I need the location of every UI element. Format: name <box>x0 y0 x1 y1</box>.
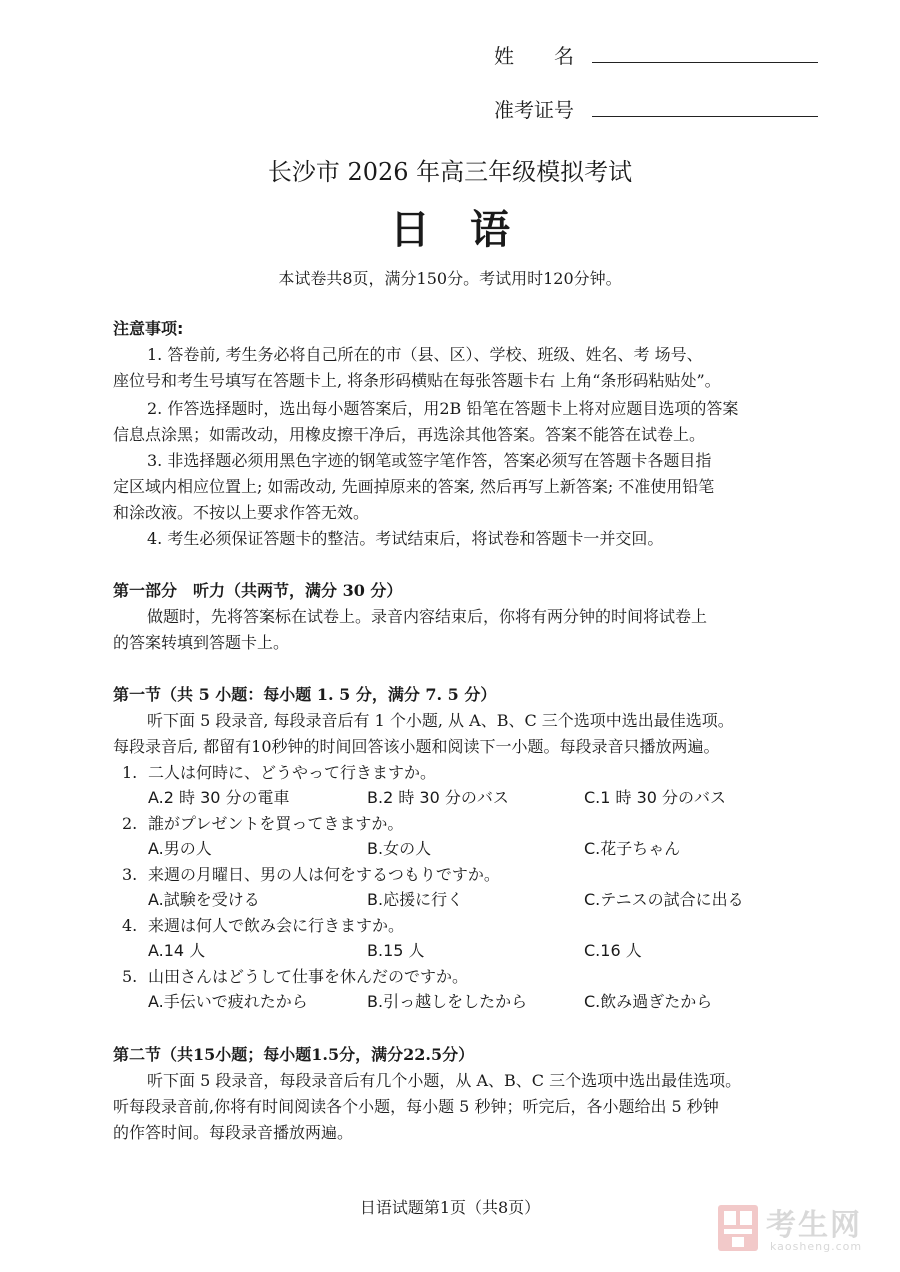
question-text: 来週の月曜日、男の人は何をするつもりですか。 <box>148 865 500 884</box>
notes-heading: 注意事项: <box>113 319 184 338</box>
option-a: A.手伝いで疲れたから <box>148 992 308 1011</box>
name-field-line <box>592 62 818 63</box>
option-b: B.女の人 <box>367 839 432 858</box>
id-label: 准考证号 <box>494 98 574 122</box>
question-number: 3. <box>122 865 138 884</box>
notes-line-5: 3. 非选择题必须用黑色字迹的钢笔或签字笔作答，答案必须写在答题卡各题目指 <box>147 451 712 470</box>
notes-line-3: 2. 作答选择题时，选出每小题答案后，用2B 铅笔在答题卡上将对应题目选项的答案 <box>147 399 739 418</box>
section2-line-3: 的作答时间。每段录音播放两遍。 <box>113 1123 354 1142</box>
question-text: 山田さんはどうして仕事を休んだのですか。 <box>148 967 469 986</box>
watermark-main: 考生网 <box>766 1208 862 1243</box>
kaosheng-logo-icon <box>716 1203 760 1253</box>
question-number: 5. <box>122 967 138 986</box>
option-b: B.2 時 30 分のバス <box>367 788 509 807</box>
exam-title: 长沙市 2026 年高三年级模拟考试 <box>267 158 633 186</box>
question-text: 二人は何時に、どうやって行きますか。 <box>148 763 437 782</box>
option-c: C.16 人 <box>584 941 642 960</box>
question-number: 4. <box>122 916 138 935</box>
section1-line-2: 每段录音后, 都留有10秒钟的时间回答该小题和阅读下一小题。每段录音只播放两遍。 <box>113 737 720 756</box>
notes-line-8: 4. 考生必须保证答题卡的整洁。考试结束后，将试卷和答题卡一并交回。 <box>147 529 664 548</box>
part1-heading: 第一部分 听力（共两节，满分 30 分） <box>113 581 403 600</box>
notes-line-1: 1. 答卷前, 考生务必将自己所在的市（县、区）、学校、班级、姓名、考 场号、 <box>147 345 703 364</box>
name-label: 姓 名 <box>494 44 574 68</box>
exam-info: 本试卷共8页，满分150分。考试用时120分钟。 <box>278 269 622 288</box>
question-text: 来週は何人で飲み会に行きますか。 <box>148 916 405 935</box>
option-a: A.男の人 <box>148 839 212 858</box>
section2-heading: 第二节（共15小题；每小题1.5分，满分22.5分） <box>113 1045 475 1064</box>
section1-line-1: 听下面 5 段录音, 每段录音后有 1 个小题, 从 A、B、C 三个选项中选出最佳选项。 <box>147 711 734 730</box>
option-a: A.試験を受ける <box>148 890 260 909</box>
notes-line-4: 信息点涂黑；如需改动，用橡皮擦干净后，再选涂其他答案。答案不能答在试卷上。 <box>113 425 706 444</box>
question-text: 誰がプレゼントを買ってきますか。 <box>148 814 404 833</box>
option-a: A.2 時 30 分の電車 <box>148 788 290 807</box>
option-a: A.14 人 <box>148 941 206 960</box>
notes-line-2: 座位号和考生号填写在答题卡上, 将条形码横贴在每张答题卡右 上角“条形码粘贴处”。 <box>113 371 721 390</box>
question-number: 2. <box>122 814 138 833</box>
section2-line-2: 听每段录音前,你将有时间阅读各个小题，每小题 5 秒钟；听完后，各小题给出 5 秒钟 <box>113 1097 719 1116</box>
option-b: B.引っ越しをしたから <box>367 992 528 1011</box>
page-footer: 日语试题第1页（共8页） <box>359 1198 541 1217</box>
watermark-sub: kaosheng.com <box>770 1240 863 1253</box>
option-c: C.花子ちゃん <box>584 839 681 858</box>
notes-line-7: 和涂改液。不按以上要求作答无效。 <box>113 503 370 522</box>
option-b: B.応援に行く <box>367 890 464 909</box>
option-c: C.テニスの試合に出る <box>584 890 744 909</box>
question-number: 1. <box>122 763 138 782</box>
section2-line-1: 听下面 5 段录音，每段录音后有几个小题，从 A、B、C 三个选项中选出最佳选项。 <box>147 1071 742 1090</box>
option-b: B.15 人 <box>367 941 425 960</box>
part1-line-1: 做题时，先将答案标在试卷上。录音内容结束后，你将有两分钟的时间将试卷上 <box>147 607 708 626</box>
part1-line-2: 的答案转填到答题卡上。 <box>113 633 290 652</box>
subject-title: 日 语 <box>390 207 510 253</box>
option-c: C.飲み過ぎたから <box>584 992 713 1011</box>
id-field-line <box>592 116 818 117</box>
notes-line-6: 定区域内相应位置上; 如需改动, 先画掉原来的答案, 然后再写上新答案; 不准使用铅笔 <box>113 477 715 496</box>
section1-heading: 第一节（共 5 小题：每小题 1. 5 分，满分 7. 5 分） <box>113 685 497 704</box>
option-c: C.1 時 30 分のバス <box>584 788 727 807</box>
